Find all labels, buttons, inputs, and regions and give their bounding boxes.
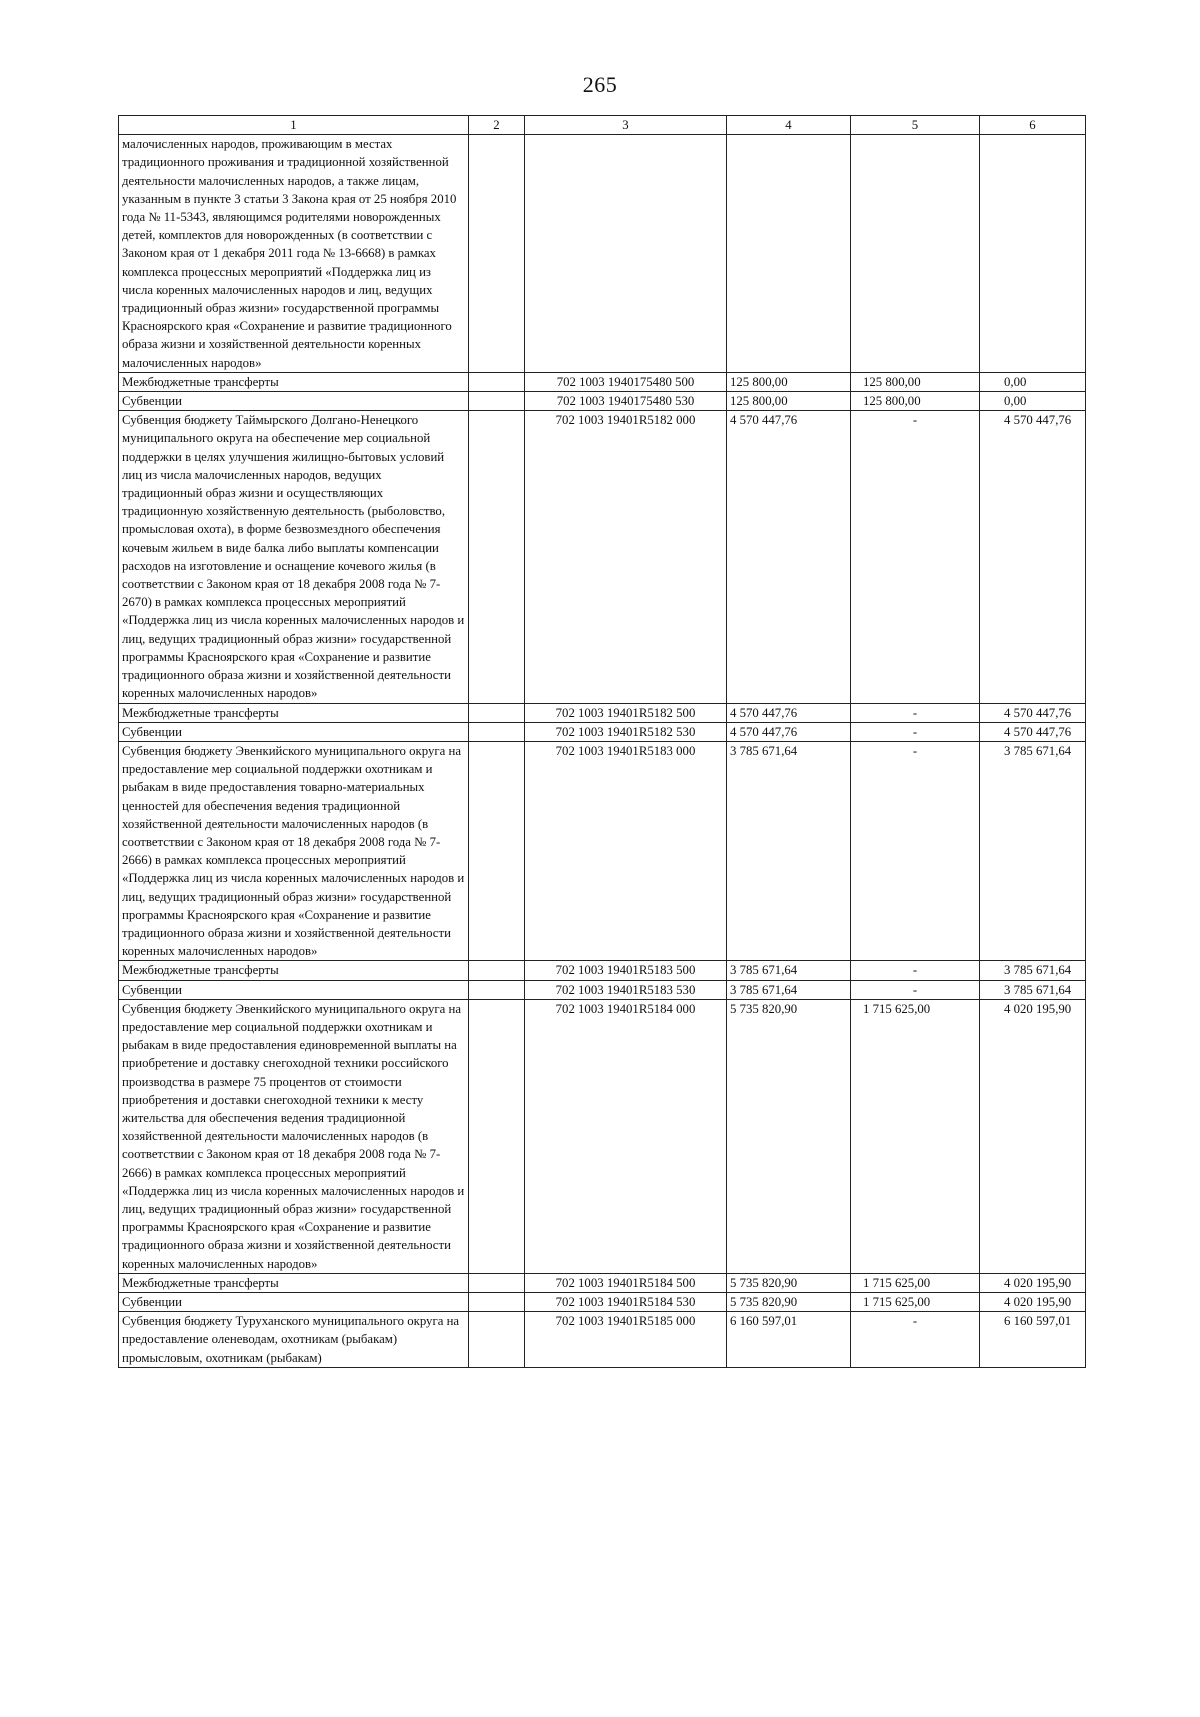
column-2-cell: [469, 703, 525, 722]
table-row: [119, 961, 1086, 980]
budget-code: 702 1003 1940175480 530: [525, 392, 727, 411]
column-2-cell: [469, 980, 525, 999]
budget-table: [118, 115, 1086, 1368]
budget-code: 702 1003 19401R5183 500: [525, 961, 727, 980]
column-2-cell: [469, 1293, 525, 1312]
column-2-cell: [469, 722, 525, 741]
table-row: [119, 372, 1086, 391]
amount-col-4: 4 570 447,76: [727, 411, 851, 703]
budget-code: [525, 135, 727, 373]
amount-col-6: 6 160 597,01: [980, 1312, 1086, 1368]
column-number: 1: [119, 116, 469, 135]
amount-col-4: 5 735 820,90: [727, 1273, 851, 1292]
amount-col-5: 1 715 625,00: [851, 1293, 980, 1312]
table-row: [119, 980, 1086, 999]
budget-code: 702 1003 19401R5182 500: [525, 703, 727, 722]
item-description: Субвенция бюджету Эвенкийского муниципального округа на предоставление мер социальной поддержки охотникам и рыбакам в виде предоставления товарно-материальных ценностей для обеспечения ведения традиционной хозяйственной деятельности малочисленных народов (в соответствии с Законом края от 18 декабря 2008 года № 7-2666) в рамках комплекса процессных мероприятий «Поддержка лиц из числа коренных малочисленных народов и лиц, ведущих традиционный образ жизни» государственной программы Красноярского края «Сохранение и развитие традиционного образа жизни и хозяйственной деятельности коренных малочисленных народов»: [119, 741, 469, 960]
column-2-cell: [469, 411, 525, 703]
item-description: Субвенции: [119, 980, 469, 999]
column-number: 4: [727, 116, 851, 135]
item-description: малочисленных народов, проживающим в местах традиционного проживания и традиционной хозяйственной деятельности малочисленных народов, а также лицам, указанным в пункте 3 статьи 3 Закона края от 25 ноября 2010 года № 11-5343, являющимся родителями новорожденных детей, комплектов для новорожденных (в соответствии с Законом края от 1 декабря 2011 года № 13-6668) в рамках комплекса процессных мероприятий «Поддержка лиц из числа коренных малочисленных народов и лиц, ведущих традиционный образ жизни» государственной программы Красноярского края «Сохранение и развитие традиционного образа жизни и хозяйственной деятельности коренных малочисленных народов»: [119, 135, 469, 373]
column-number: 2: [469, 116, 525, 135]
item-description: Субвенция бюджету Туруханского муниципального округа на предоставление оленеводам, охотникам (рыбакам) промысловым, охотникам (рыбакам): [119, 1312, 469, 1368]
amount-col-5: -: [851, 961, 980, 980]
amount-col-4: 5 735 820,90: [727, 999, 851, 1273]
table-row: [119, 1312, 1086, 1368]
item-description: Субвенции: [119, 392, 469, 411]
table-row: [119, 392, 1086, 411]
amount-col-5: 125 800,00: [851, 392, 980, 411]
column-number: 6: [980, 116, 1086, 135]
item-description: Субвенции: [119, 722, 469, 741]
amount-col-6: 4 570 447,76: [980, 722, 1086, 741]
amount-col-4: 4 570 447,76: [727, 703, 851, 722]
item-description: Субвенция бюджету Эвенкийского муниципального округа на предоставление мер социальной поддержки охотникам и рыбакам в виде предоставления единовременной выплаты на приобретение и доставку снегоходной техники российского производства в размере 75 процентов от стоимости приобретения и доставки снегоходной техники к месту жительства для обеспечения ведения традиционной хозяйственной деятельности малочисленных народов (в соответствии с Законом края от 18 декабря 2008 года № 7-2666) в рамках комплекса процессных мероприятий «Поддержка лиц из числа коренных малочисленных народов и лиц, ведущих традиционный образ жизни» государственной программы Красноярского края «Сохранение и развитие традиционного образа жизни и хозяйственной деятельности коренных малочисленных народов»: [119, 999, 469, 1273]
amount-col-5: -: [851, 722, 980, 741]
table-row: [119, 703, 1086, 722]
amount-col-5: -: [851, 411, 980, 703]
amount-col-5: -: [851, 741, 980, 960]
column-2-cell: [469, 961, 525, 980]
column-2-cell: [469, 372, 525, 391]
column-number: 3: [525, 116, 727, 135]
budget-code: 702 1003 19401R5182 530: [525, 722, 727, 741]
amount-col-6: 3 785 671,64: [980, 961, 1086, 980]
column-2-cell: [469, 392, 525, 411]
table-row: [119, 135, 1086, 373]
budget-code: 702 1003 1940175480 500: [525, 372, 727, 391]
amount-col-5: [851, 135, 980, 373]
amount-col-5: 1 715 625,00: [851, 1273, 980, 1292]
amount-col-6: 3 785 671,64: [980, 980, 1086, 999]
table-row: [119, 999, 1086, 1273]
amount-col-5: -: [851, 980, 980, 999]
amount-col-5: 125 800,00: [851, 372, 980, 391]
column-2-cell: [469, 135, 525, 373]
budget-code: 702 1003 19401R5185 000: [525, 1312, 727, 1368]
amount-col-4: 6 160 597,01: [727, 1312, 851, 1368]
budget-code: 702 1003 19401R5183 530: [525, 980, 727, 999]
column-2-cell: [469, 1273, 525, 1292]
amount-col-5: -: [851, 1312, 980, 1368]
amount-col-6: [980, 135, 1086, 373]
table-body: [119, 116, 1086, 1368]
amount-col-4: 4 570 447,76: [727, 722, 851, 741]
item-description: Субвенция бюджету Таймырского Долгано-Ненецкого муниципального округа на обеспечение мер социальной поддержки в целях улучшения жилищно-бытовых условий лиц из числа малочисленных народов, ведущих традиционный образ жизни и осуществляющих традиционную хозяйственную деятельность (рыболовство, промысловая охота), в форме безвозмездного обеспечения кочевым жильем в виде балка либо выплаты компенсации расходов на изготовление и оснащение кочевого жилья (в соответствии с Законом края от 18 декабря 2008 года № 7-2670) в рамках комплекса процессных мероприятий «Поддержка лиц из числа коренных малочисленных народов и лиц, ведущих традиционный образ жизни» государственной программы Красноярского края «Сохранение и развитие традиционного образа жизни и хозяйственной деятельности коренных малочисленных народов»: [119, 411, 469, 703]
table-row: [119, 411, 1086, 703]
amount-col-4: [727, 135, 851, 373]
amount-col-4: 3 785 671,64: [727, 741, 851, 960]
amount-col-4: 3 785 671,64: [727, 961, 851, 980]
column-number-row: [119, 116, 1086, 135]
table-row: [119, 1273, 1086, 1292]
amount-col-6: 0,00: [980, 372, 1086, 391]
item-description: Межбюджетные трансферты: [119, 961, 469, 980]
amount-col-6: 4 570 447,76: [980, 411, 1086, 703]
column-2-cell: [469, 1312, 525, 1368]
amount-col-6: 3 785 671,64: [980, 741, 1086, 960]
item-description: Межбюджетные трансферты: [119, 1273, 469, 1292]
table-row: [119, 741, 1086, 960]
page-number: 265: [582, 72, 618, 97]
item-description: Субвенции: [119, 1293, 469, 1312]
amount-col-4: 5 735 820,90: [727, 1293, 851, 1312]
amount-col-4: 125 800,00: [727, 372, 851, 391]
amount-col-6: 0,00: [980, 392, 1086, 411]
amount-col-6: 4 020 195,90: [980, 999, 1086, 1273]
amount-col-6: 4 020 195,90: [980, 1293, 1086, 1312]
item-description: Межбюджетные трансферты: [119, 703, 469, 722]
budget-code: 702 1003 19401R5184 500: [525, 1273, 727, 1292]
budget-code: 702 1003 19401R5183 000: [525, 741, 727, 960]
amount-col-6: 4 020 195,90: [980, 1273, 1086, 1292]
amount-col-5: 1 715 625,00: [851, 999, 980, 1273]
item-description: Межбюджетные трансферты: [119, 372, 469, 391]
amount-col-6: 4 570 447,76: [980, 703, 1086, 722]
amount-col-5: -: [851, 703, 980, 722]
table-row: [119, 1293, 1086, 1312]
column-2-cell: [469, 741, 525, 960]
column-number: 5: [851, 116, 980, 135]
budget-code: 702 1003 19401R5184 000: [525, 999, 727, 1273]
budget-code: 702 1003 19401R5184 530: [525, 1293, 727, 1312]
table-row: [119, 722, 1086, 741]
amount-col-4: 125 800,00: [727, 392, 851, 411]
budget-code: 702 1003 19401R5182 000: [525, 411, 727, 703]
column-2-cell: [469, 999, 525, 1273]
amount-col-4: 3 785 671,64: [727, 980, 851, 999]
